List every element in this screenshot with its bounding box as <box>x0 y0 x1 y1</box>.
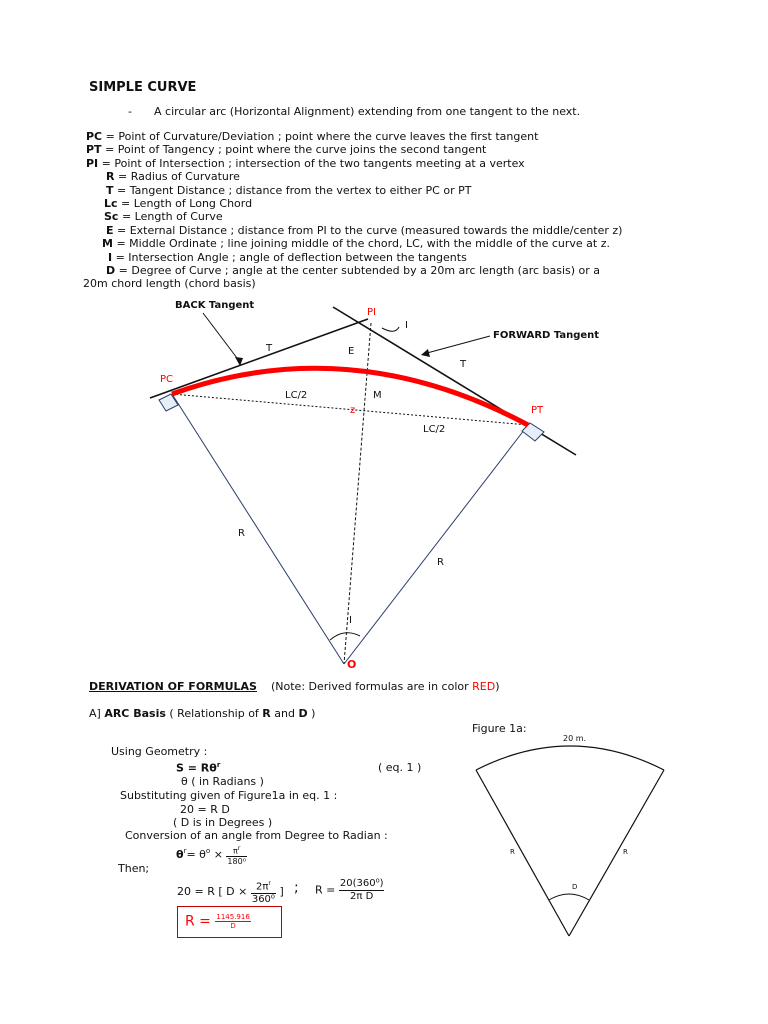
intro-dash: - <box>128 105 132 118</box>
definition-t: T = Tangent Distance ; distance from the vertex to either PC or PT <box>106 183 472 197</box>
result-formula: R = $\frac{1145.916}{D}$ <box>185 913 250 930</box>
center-o-label: O <box>347 658 357 671</box>
eq-20-rd: 20 = R D <box>180 803 230 816</box>
theta-note: θ ( in Radians ) <box>181 775 264 788</box>
derivation-heading-line: DERIVATION OF FORMULAS (Note: Derived formulas are in color RED) <box>89 680 500 693</box>
i-angle-bottom-label: I <box>349 615 352 626</box>
radius-left-line <box>172 394 344 664</box>
arc-basis-heading: A] ARC Basis ( Relationship of R and D ) <box>89 707 316 720</box>
pc-label: PC <box>160 374 174 385</box>
definition-d: D = Degree of Curve ; angle at the center subtended by a 20m arc length (arc basis) or a <box>106 264 601 278</box>
definition-sc: Sc = Length of Curve <box>104 210 223 224</box>
substituting-line: Substituting given of Figure1a in eq. 1 : <box>120 789 338 802</box>
center-angle-arc <box>330 633 360 640</box>
definition-e: E = External Distance ; distance from PI to the curve (measured towards the middle/center z) <box>106 223 623 237</box>
definition-m: M = Middle Ordinate ; line joining middle of the chord, LC, with the middle of the curve at z. <box>102 237 610 251</box>
derivation-heading: DERIVATION OF FORMULAS <box>89 680 257 693</box>
lc-half-left-label: LC/2 <box>285 390 308 401</box>
figure1a-radius-left <box>476 770 569 936</box>
lc-half-right-label: LC/2 <box>423 424 446 435</box>
equation-a: 20 = R [ D × $\frac{2\pi^r}{\text{360⁰}}$ ] <box>177 880 284 906</box>
definition-pc: PC = Point of Curvature/Deviation ; point where the curve leaves the first tangent <box>86 130 539 143</box>
result-box <box>177 906 282 938</box>
figure1a-r-left: R <box>510 848 515 856</box>
eq1-tag: ( eq. 1 ) <box>378 761 422 774</box>
forward-tangent-label: FORWARD Tangent <box>493 330 600 341</box>
definition-i: I = Intersection Angle ; angle of deflection between the tangents <box>108 250 467 264</box>
then-line: Then; <box>118 862 150 875</box>
definition-r: R = Radius of Curvature <box>106 170 240 184</box>
e-label: E <box>348 346 355 357</box>
using-geometry: Using Geometry : <box>111 745 208 758</box>
forward-tangent-arrowhead <box>421 349 430 357</box>
back-tangent-line <box>150 319 368 398</box>
red-note: RED <box>472 680 496 693</box>
radius-right-line <box>344 425 528 664</box>
pc-right-angle-marker <box>159 394 178 411</box>
eq1: $S = R\theta^r$ <box>176 761 221 775</box>
center-line <box>344 323 371 664</box>
figure1a-arc <box>476 746 664 770</box>
radius-left-label: R <box>238 528 245 539</box>
figure1a-d-label: D <box>572 883 578 891</box>
semicolon: ; <box>294 880 299 896</box>
forward-tangent-leader <box>427 336 490 353</box>
back-tangent-leader <box>203 313 240 362</box>
definition-pt: PT = Point of Tangency ; point where the curve joins the second tangent <box>86 143 487 157</box>
conversion-formula: $\theta^r= \theta^o$ × $\frac{\pi^r}{\text{180⁰}}$ <box>176 845 246 866</box>
pi-angle-arc <box>382 327 399 331</box>
z-label: z <box>350 405 356 416</box>
figure1a-caption: Figure 1a: <box>472 722 527 735</box>
d-in-degrees: ( D is in Degrees ) <box>173 816 273 829</box>
t-left-label: T <box>266 343 273 354</box>
pi-label: PI <box>367 307 376 318</box>
figure1a-angle-arc <box>549 894 589 900</box>
i-angle-top-label: I <box>405 320 408 331</box>
m-label: M <box>373 390 382 401</box>
page-title: SIMPLE CURVE <box>89 80 197 95</box>
simple-curve-arc <box>172 368 528 425</box>
intro-text: A circular arc (Horizontal Alignment) extending from one tangent to the next. <box>154 105 581 118</box>
figure1a-r-right: R <box>623 848 628 856</box>
equation-b: R = $\frac{\text{20(360⁰)}}{\text{2π D}}$ <box>315 878 384 902</box>
conversion-line: Conversion of an angle from Degree to Radian : <box>125 829 388 842</box>
figure1a-arc-label: 20 m. <box>563 734 587 743</box>
pt-label: PT <box>531 405 544 416</box>
definition-lc: Lc = Length of Long Chord <box>104 197 253 211</box>
back-tangent-label: BACK Tangent <box>175 300 255 311</box>
definition-pi: PI = Point of Intersection ; intersection of the two tangents meeting at a vertex <box>86 156 525 170</box>
definition-d-continued: 20m chord length (chord basis) <box>83 277 256 291</box>
figure1a-radius-right <box>569 770 664 936</box>
t-right-label: T <box>460 359 467 370</box>
radius-right-label: R <box>437 557 444 568</box>
